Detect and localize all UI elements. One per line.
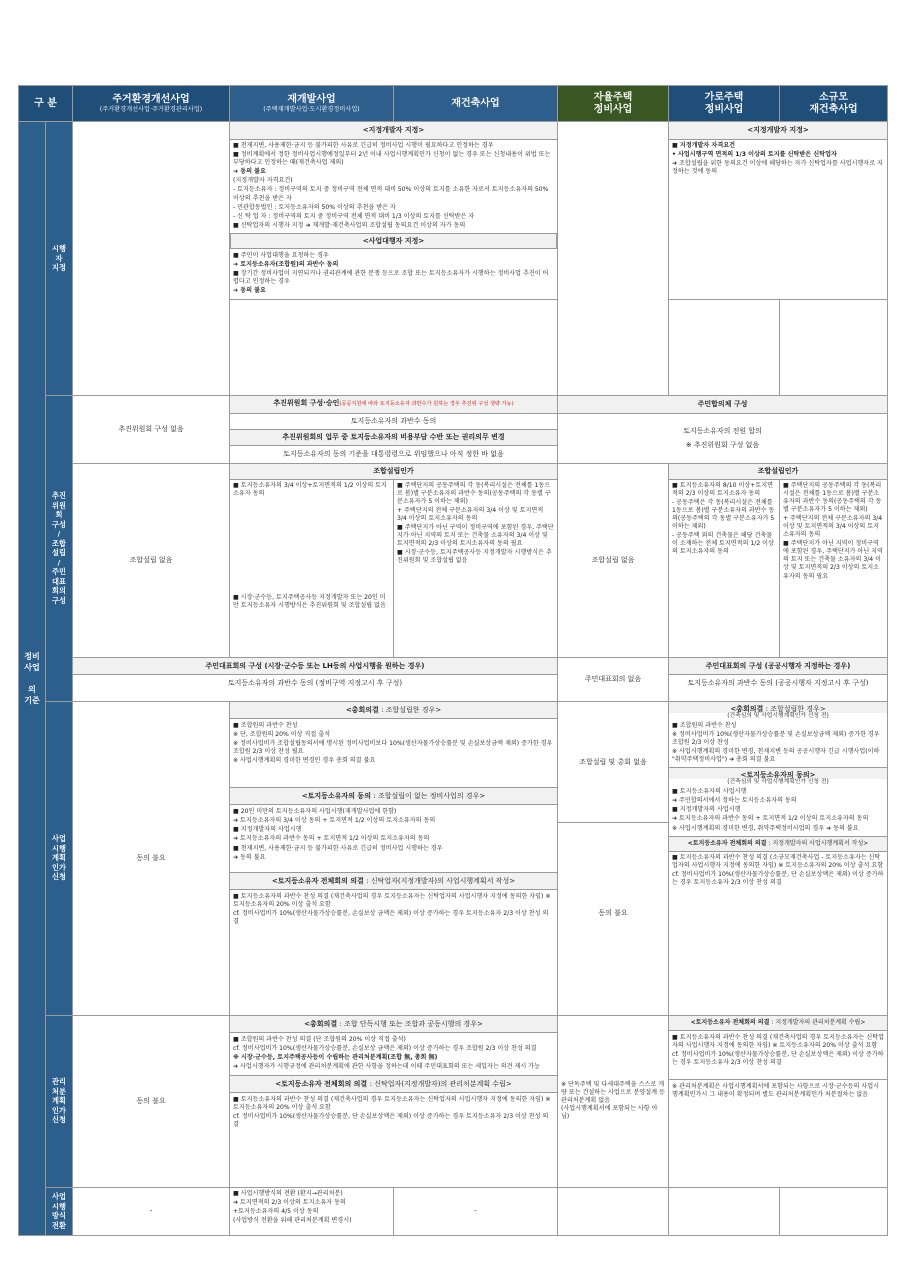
plan-left: 동의 불요	[73, 701, 230, 1015]
header-row	[19, 86, 888, 122]
side-committee: 추진 위원회 구성 / 조합 설립 / 주민 대표 회의 구성	[46, 395, 73, 701]
header-category: 구 분	[19, 86, 73, 122]
mgmt-auto: ※ 단독주택 및 다세대주택을 스스로 개량 또는 건설하는 사업으로 분양설계 등 관리처분계획 없음 (사업시행계획서에 포함되는 사항 아님)	[558, 1015, 669, 1187]
change-col5	[669, 1187, 780, 1235]
resident-body: 토지등소유자의 전원 합의 ※ 추진위원회 구성 없음	[558, 413, 888, 463]
change-col4	[558, 1187, 669, 1235]
agent-title: <사업대행자 지정>	[230, 233, 557, 249]
side-mgmt: 관리 처분 계획 인가 신청	[46, 1015, 73, 1187]
header-col3: 재건축사업	[394, 86, 558, 122]
executor-right-title: <지정개발자 지정>	[669, 122, 888, 140]
comparison-table-page	[18, 85, 887, 1236]
executor-right-body: ■ 지정개발자 자격요건 • 사업시행구역 면적의 1/3 이상의 토지를 신탁받은 신탁업자 ➔ 조합설립을 위한 동의요건 이상에 해당하는 자가 신탁업자를 사업시행자로 지정하는 것에 동의	[669, 140, 888, 300]
rep-block-right: 주민대표회의 구성 (공공시행자 지정하는 경우) 토지등소유자의 과반수 동의 (공공시행자 지정고시 후 구성)	[669, 657, 888, 701]
promo-title: 추진위원회 구성·승인(공공지원에 따라 토지등소유자 과반수가 원하는 경우 추진위 구성 생략 가능)	[230, 395, 558, 413]
union-title-right: 조합설립인가	[669, 463, 888, 479]
union-recon: ■ 주택단지의 공동주택의 각 동(복리시설은 전체를 1동으로 봄)별 구분소유자의 과반수 동의(공동주택의 각 동별 구분소유자가 5 이하는 제외) + 주택단지의 전체 구분소유자의 3/4 이상 및 토지면적 3/4 이상의 토지소유자의 동의 ■ 주택단지가 아닌 구역이 정비구역에 포함된 경우, 주택단지가 아닌 지역의 토지 또는 건축물 소유자의 3/4 이상 및 토지면적의 2/3 이상의 토지소유자의 동의 필요 ■ 시장·군수등, 토지주택공사등 지정개발자 시행방식은 추진위원회 및 조합설립 없음	[394, 479, 558, 657]
executor-right-spacer-1	[669, 299, 780, 395]
side-change: 사업 시행 방식 전환	[46, 1187, 73, 1235]
mgmt-body: <총회의결 : 조합 단독시행 또는 조합과 공동시행의 경우> ■ 조합원의 과반수 찬성 의결 (단 조합원의 20% 이상 직접 출석) cf. 정비사업비가 10%(생산자물가상승률분, 손실보상 금액은 제외) 이상 증가하는 경우 조합원 2/3 이상 찬성 의결 ※ 시장·군수등, 토지주택공사등이 수립하는 관리처분계획(조합 無, 총회 無) ➔ 사업시행자가 시행규정에 관리처분계획에 관한 사항을 정하는데 이때 주민대표회의 또는 세입자는 의견 제시 가능 <토지등소유자 전체회의 의결 : 신탁업자(지정개발자)의 관리처분계획 수립> ■ 토지등소유자의 과반수 찬성 의결 (재건축사업의 경우 토지등소유자는 신탁업자의 사업시행자 지정에 동의한 자임) ※ 토지등소유자의 20% 이상 출석 요함 cf. 정비사업비가 10%(생산자물가상승률분, 단 손실보상액은 제외) 이상 증가하는 경우 토지등소유자 2/3 이상 찬성 의결	[230, 1015, 558, 1187]
union-street: ■ 토지등소유자의 8/10 이상+토지면적의 2/3 이상의 토지소유자 동의 - 공동주택은 각 동(복리시설은 전체를 1동으로 봄)별 구분소유자의 과반수 동의(공동주택의 각 동별 구분소유자가 5 이하는 제외) - 공동주택 외의 건축물은 해당 건축물이 소재하는 전체 토지면적의 1/2 이상의 토지소유자의 동의	[669, 479, 780, 657]
union-small: ■ 주택단지의 공동주택의 각 동(복리시설은 전체를 1동으로 봄)별 구분소유자의 과반수 동의(공동주택의 각 동별 구분소유자가 5 이하는 제외) + 주택단지의 전체 구분소유자의 3/4 이상 및 토지면적의 3/4 이상의 토지소유자의 동의 ■ 주택단지가 아닌 지역이 정비구역에 포함된 경우, 주택단지가 아닌 지역의 토지 또는 건축물 소유자의 3/4 이상 및 토지면적의 2/3 이상의 토지소유자의 동의 필요	[780, 479, 888, 657]
side-executor: 시행자 지정	[46, 122, 73, 396]
side-plan: 사업 시행 계획 인가 신청	[46, 701, 73, 1015]
executor-spacer	[230, 299, 558, 395]
union-auto: 조합설립 없음	[558, 463, 669, 657]
executor-body: ■ 천재지변, 사용제한·금지 등 불가피한 사유로 긴급히 정비사업 시행이 필요하다고 인정하는 경우 ■ 정비계획에서 정한 정비사업시행예정일부터 2년 이내 사업시행계획인가 신청이 없는 경우 또는 신청내용이 위법 또는 부당하다고 인정하는 때(재건축사업 제외) ➔ 동의 불요 (지정개발자 자격요건) - 토지등소유자 : 정비구역의 토지 중 정비구역 전체 면적 대비 50% 이상의 토지를 소유한 자로서 토지등소유자의 50% 이상의 추천을 받은 자 - 민관합동법인 : 토지등소유자의 50% 이상의 추천을 받은 자 - 신 탁 업 자 : 정비구역의 토지 중 정비구역 전체 면적 대비 1/3 이상의 토지를 신탁받은 자 ■ 신탁업자의 시행자 지정 ➔ 재개발·재건축사업의 조합설립 동의요건 이상의 자가 동의 <사업대행자 지정> ■ 주민이 사업대행을 요청하는 경우 ➔ 토지등소유자(조합원)의 과반수 동의 ■ 장기간 정비사업이 지연되거나 권리관계에 관한 분쟁 등으로 조합 또는 토지등소유자가 시행하는 정비사업 추진이 어렵다고 인정하는 경우 ➔ 동의 불요	[230, 140, 558, 300]
committee-none: 추진위원회 구성 없음	[73, 395, 230, 463]
plan-body: <총회의결 : 조합설립한 경우> ■ 조합원의 과반수 찬성 ※ 단, 조합원의 20% 이상 직접 출석 ※ 정비사업비가 조합설립동의서에 명시된 정비사업비보다 10%(생산자물가상승률분 및 손실보상금액 제외) 증가한 경우 조합원 2/3 이상 찬성 필요 ※ 사업시행계획의 경미한 변경인 경우 총회 의결 불요 <토지등소유자의 동의 : 조합설립이 없는 정비사업의 경우> ■ 20인 미만의 토지등소유자의 사업시행(재개발사업에 한함) ➔ 토지등소유자의 3/4 이상 동의 + 토지면적 1/2 이상의 토지소유자의 동의 ■ 지정개발자의 사업시행 ➔ 토지등소유자의 과반수 동의 + 토지면적 1/2 이상의 토지소유자의 동의 ■ 천재지변, 사용제한·금지 등 불가피한 사유로 긴급히 정비사업 시행하는 경우 ➔ 동의 불요 <토지등소유자 전체회의 의결 : 신탁업자(지정개발자)의 사업시행계획서 작성> ■ 토지등소유자의 과반수 찬성 의결 (재건축사업의 경우 토지등소유자는 신탁업자의 사업시행자 지정에 동의한 자임) ※ 토지등소유자의 20% 이상 출석 요함 cf. 정비사업비가 10%(생산자물가상승률분, 손실보상 금액은 제외) 이상 증가하는 경우 토지등소유자 2/3 이상 찬성 의결	[230, 701, 558, 1015]
change-col3: -	[394, 1187, 558, 1235]
plan-right: <총회의결 : 조합설립한 경우> (건축심의 및 사업시행계획인가 신청 전) ■ 조합원의 과반수 찬성 ※ 정비사업비가 10%(생산자물가상승률분 및 손실보상금액 제외) 증가한 경우 조합원 2/3 이상 찬성 ※ 사업시행계획의 경미한 변경, 천재지변 등의 공공시행자 긴급 시행사업(이하 "취약주택정비사업") ➔ 총회 의결 불요 <토지등소유자의 동의> (건축심의 및 사업시행계획인가 신청 전) ■ 토지등소유자의 사업시행 ➔ 주민합의서에서 정하는 토지등소유자의 동의 ■ 지정개발자의 사업시행 ➔ 토지등소유자의 과반수 동의 + 토지면적 1/2 이상의 토지소유자의 동의 ※ 사업시행계획의 경미한 변경, 취약주택정비사업의 경우 ➔ 동의 불요 <토지등소유자 전체회의 의결 : 지정개발자의 사업시행계획서 작성> ■ 토지등소유자의 과반수 찬성 의결 (소규모재건축사업 - 토지등소유자는 신탁업자의 사업시행자 지정에 동의한 자임) ※ 토지등소유자의 20% 이상 출석 요함 cf. 정비사업비가 10%(생산자물가상승률분, 단 손실보상액은 제외) 이상 증가하는 경우 토지등소유자 2/3 이상 찬성 의결	[669, 701, 888, 1015]
executor-title: <지정개발자 지정>	[230, 122, 558, 140]
header-col4: 자율주택 정비사업	[558, 86, 669, 122]
header-col5: 가로주택 정비사업	[669, 86, 780, 122]
rep-block: 주민대표회의 구성 (시장·군수등 또는 LH등의 사업시행을 원하는 경우) 토지등소유자의 과반수 동의 (정비구역 지정고시 후 구성)	[73, 657, 558, 701]
header-col6: 소규모 재건축사업	[780, 86, 888, 122]
change-col1: -	[73, 1187, 230, 1235]
executor-auto	[558, 122, 669, 396]
mgmt-left: 동의 불요	[73, 1015, 230, 1187]
union-none: 조합설립 없음	[73, 463, 230, 657]
promo-line1: 토지등소유자의 과반수 동의	[230, 413, 558, 429]
executor-right-spacer-2	[780, 299, 888, 395]
promo-title2: 추진위원회의 업무 중 토지등소유자의 비용부담 수반 또는 권리의무 변경	[230, 429, 558, 445]
redevelopment-comparison-table	[18, 85, 888, 1236]
promo-line2: 토지등소유자의 동의 기준을 대통령령으로 위임했으나 아직 정한 바 없음	[230, 445, 558, 463]
change-col2: ■ 사업시행방식의 전환 (환지→관리처분) ➔ 토지면적의 2/3 이상의 토지소유자 동의 +토지등소유자의 4/5 이상 동의 (사업방식 전환을 위해 관리처분계획 변경시)	[230, 1187, 394, 1235]
header-col1: 주거환경개선사업 (주거환경개선사업·주거환경관리사업)	[73, 86, 230, 122]
side-main-category: 정비 사업 의 기준	[19, 122, 46, 1236]
change-col6	[780, 1187, 888, 1235]
plan-auto: 조합설립 및 총회 없음 동의 불요	[558, 701, 669, 1015]
resident-title: 주민합의체 구성	[558, 395, 888, 413]
union-title: 조합설립인가	[230, 463, 558, 479]
header-col2: 재개발사업 (주택재개발사업·도시환경정비사업)	[230, 86, 394, 122]
executor-col1	[73, 122, 230, 396]
rep-auto: 주민대표회의 없음	[558, 657, 669, 701]
union-redev: ■ 토지등소유자의 3/4 이상+토지면적의 1/2 이상의 토지소유자 동의 ■ 시장·군수등, 토지주택공사등 지정개발자 또는 20인 미만 토지등소유자 시행방식은 추진위원회 및 조합설립 없음	[230, 479, 394, 657]
mgmt-right: <토지등소유자 전체회의 의결 : 지정개발자의 관리처분계획 수립> ■ 토지등소유자의 과반수 찬성 의결 (재건축사업의 경우 토지등소유자는 신탁업자의 사업시행자 지정에 동의한 자임) ※ 토지등소유자의 20% 이상 출석 요함 cf. 정비사업비가 10%(생산자물가상승률분, 단 손실보상액은 제외) 이상 증가하는 경우 토지등소유자 2/3 이상 찬성 의결 ※ 관리처분계획은 사업시행계획서에 포함되는 사항으로 시장·군수등의 사업시행계획인가시 그 내용이 확정되며 별도 관리처분계획인가 처분절차는 없음	[669, 1015, 888, 1187]
